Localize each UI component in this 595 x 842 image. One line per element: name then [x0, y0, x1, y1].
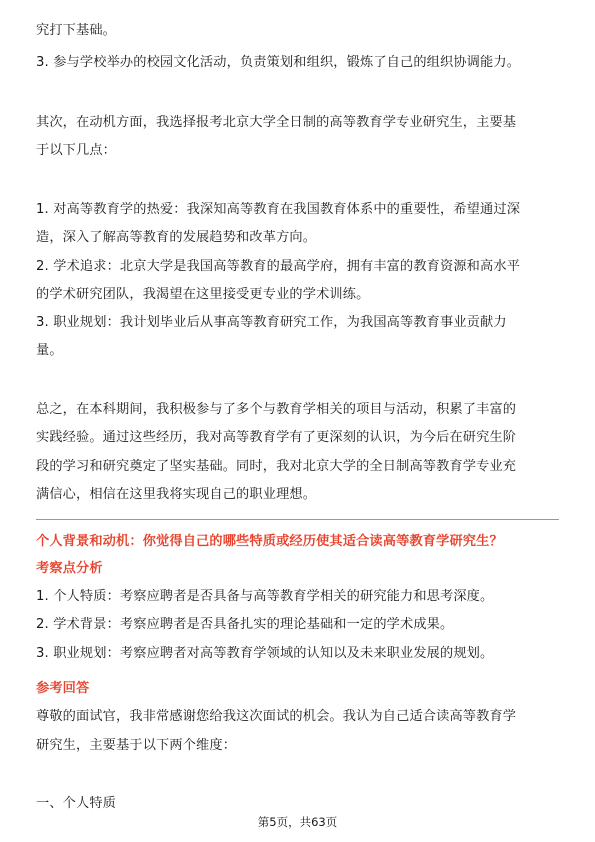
list-item: 3. 参与学校举办的校园文化活动，负责策划和组织，锻炼了自己的组织协调能力。 — [36, 55, 521, 70]
section-divider — [36, 519, 559, 520]
paragraph-line: 究打下基础。 — [36, 23, 117, 38]
paragraph-line: 总之，在本科期间，我积极参与了多个与教育学相关的项目与活动，积累了丰富的 — [36, 402, 517, 417]
paragraph-line: 满信心，相信在这里我将实现自己的职业理想。 — [36, 487, 317, 502]
paragraph-line: 于以下几点： — [36, 143, 117, 158]
list-item-continuation: 量。 — [36, 343, 63, 358]
paragraph-line: 实践经验。通过这些经历，我对高等教育学有了更深刻的认识，为今后在研究生阶 — [36, 430, 517, 445]
analysis-heading: 考察点分析 — [36, 561, 103, 576]
list-item: 3. 职业规划：我计划毕业后从事高等教育研究工作，为我国高等教育事业贡献力 — [36, 315, 507, 330]
paragraph-line: 段的学习和研究奠定了坚实基础。同时，我对北京大学的全日制高等教育学专业充 — [36, 459, 517, 474]
paragraph-line: 其次，在动机方面，我选择报考北京大学全日制的高等教育学专业研究生，主要基 — [36, 115, 517, 130]
list-item: 2. 学术追求：北京大学是我国高等教育的最高学府，拥有丰富的教育资源和高水平 — [36, 259, 521, 274]
analysis-item: 3. 职业规划：考察应聘者对高等教育学领域的认知以及未来职业发展的规划。 — [36, 646, 494, 661]
list-item-continuation: 的学术研究团队，我渴望在这里接受更专业的学术训练。 — [36, 287, 370, 302]
list-item: 1. 对高等教育学的热爱：我深知高等教育在我国教育体系中的重要性，希望通过深 — [36, 202, 521, 217]
answer-line: 研究生，主要基于以下两个维度： — [36, 738, 237, 753]
analysis-item: 1. 个人特质：考察应聘者是否具备与高等教育学相关的研究能力和思考深度。 — [36, 589, 494, 604]
question-title: 个人背景和动机：你觉得自己的哪些特质或经历使其适合读高等教育学研究生？ — [36, 534, 503, 549]
answer-heading: 参考回答 — [36, 681, 90, 696]
subheading: 一、个人特质 — [36, 796, 117, 811]
list-item-continuation: 造，深入了解高等教育的发展趋势和改革方向。 — [36, 230, 317, 245]
page-number: 第5页，共63页 — [257, 815, 338, 829]
analysis-item: 2. 学术背景：考察应聘者是否具备扎实的理论基础和一定的学术成果。 — [36, 617, 454, 632]
answer-line: 尊敬的面试官，我非常感谢您给我这次面试的机会。我认为自己适合读高等教育学 — [36, 709, 517, 724]
